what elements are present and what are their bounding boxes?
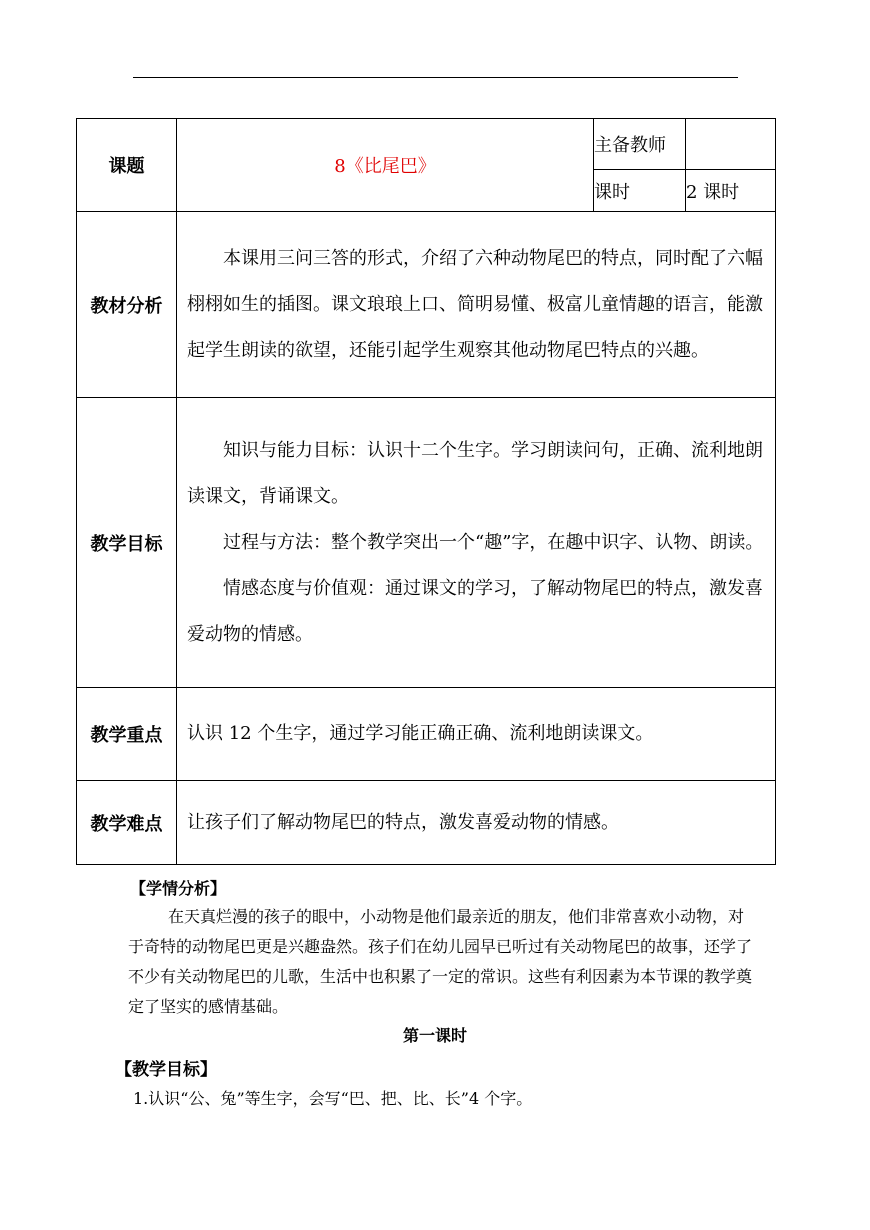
goal-knowledge: 知识与能力目标：认识十二个生字。学习朗读问句，正确、流利地朗读课文，背诵课文。 <box>187 439 763 507</box>
material-analysis-label: 教材分析 <box>77 212 177 398</box>
key-points-text: 认识 12 个生字，通过学习能正确正确、流利地朗读课文。 <box>187 723 654 744</box>
goal-process: 过程与方法：整个教学突出一个“趣”字，在趣中识字、认物、朗读。 <box>223 531 764 553</box>
teacher-label: 主备教师 <box>594 119 686 170</box>
teaching-goals-label: 教学目标 <box>77 398 177 688</box>
topic-label: 课题 <box>77 119 177 212</box>
first-lesson-title: 第一课时 <box>402 1026 467 1045</box>
header-rule <box>133 77 738 78</box>
lesson-title: 8《比尾巴》 <box>177 119 594 212</box>
teaching-goals-heading: 【教学目标】 <box>115 1060 217 1080</box>
difficulties-label: 教学难点 <box>77 781 177 865</box>
material-analysis-text: 本课用三问三答的形式，介绍了六种动物尾巴的特点，同时配了六幅栩栩如生的插图。课文琅琅上口、简明易懂、极富儿童情趣的语言，能激起学生朗读的欲望，还能引起学生观察其他动物尾巴特点的兴趣。 <box>187 247 763 361</box>
lesson-plan-table <box>76 118 776 865</box>
difficulties-text: 让孩子们了解动物尾巴的特点，激发喜爱动物的情感。 <box>187 811 619 833</box>
teacher-value <box>686 119 776 170</box>
period-value: 2 课时 <box>686 170 776 212</box>
material-analysis-content <box>177 212 776 398</box>
period-label: 课时 <box>594 170 686 212</box>
goal-item-1: 1.认识“公、兔”等生字，会写“巴、把、比、长”4 个字。 <box>133 1089 533 1108</box>
teaching-goals-content <box>177 398 776 688</box>
learning-analysis-heading: 【学情分析】 <box>130 879 227 898</box>
key-points-content <box>177 688 776 781</box>
difficulties-content <box>177 781 776 865</box>
key-points-label: 教学重点 <box>77 688 177 781</box>
learning-analysis-body: 在天真烂漫的孩子的眼中，小动物是他们最亲近的朋友，他们非常喜欢小动物，对于奇特的动物尾巴更是兴趣盎然。孩子们在幼儿园早已听过有关动物尾巴的故事，还学了不少有关动物尾巴的儿歌，生活中也积累了一定的常识。这些有利因素为本节课的教学奠定了坚实的感情基础。 <box>128 907 753 1016</box>
goal-emotion: 情感态度与价值观：通过课文的学习，了解动物尾巴的特点，激发喜爱动物的情感。 <box>187 577 763 645</box>
